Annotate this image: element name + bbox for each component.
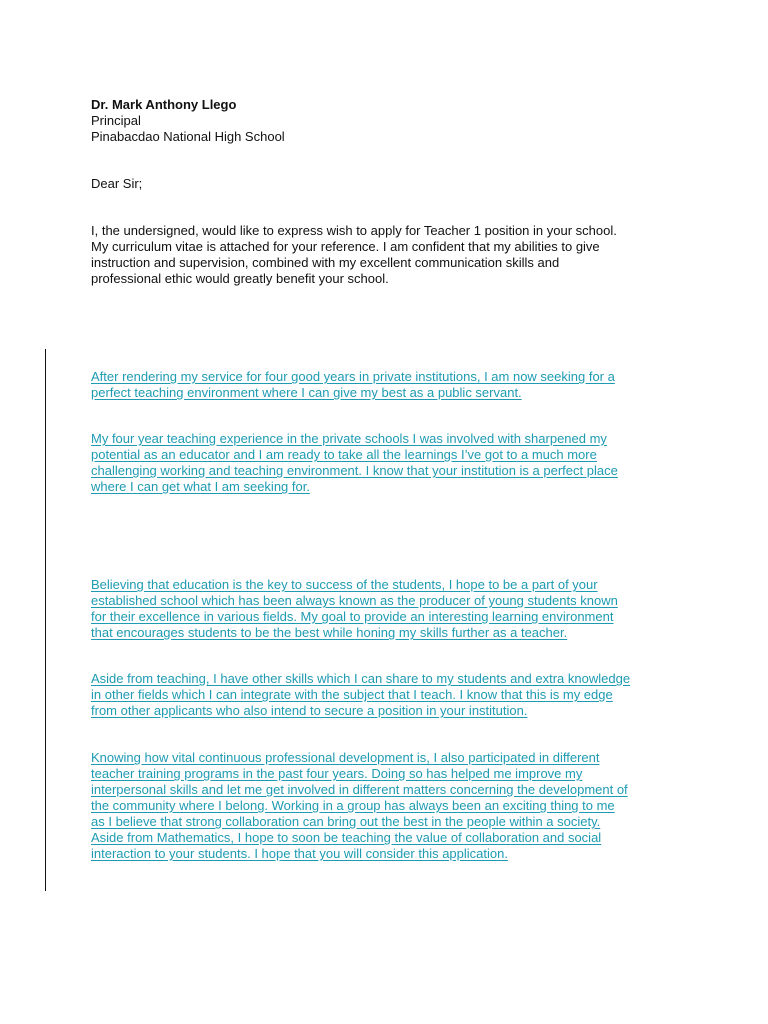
paragraph-line: interpersonal skills and let me get involved in different matters concerning the development of (91, 782, 628, 797)
paragraph-line: as I believe that strong collaboration can bring out the best in the people within a society. (91, 814, 601, 829)
body-paragraph-1 (91, 369, 691, 401)
body-paragraph-2 (91, 431, 691, 495)
paragraph-line: Believing that education is the key to success of the students, I hope to be a part of your (91, 577, 598, 592)
change-bar (45, 349, 46, 891)
recipient-title: Principal (91, 113, 141, 128)
recipient-school: Pinabacdao National High School (91, 129, 285, 144)
intro-line: instruction and supervision, combined with my excellent communication skills and (91, 255, 560, 270)
paragraph-line: established school which has been always known as the producer of young students known (91, 593, 618, 608)
recipient-name: Dr. Mark Anthony Llego (91, 97, 237, 112)
paragraph-line: My four year teaching experience in the private schools I was involved with sharpened my (91, 431, 607, 446)
paragraph-line: that encourages students to be the best while honing my skills further as a teacher. (91, 625, 568, 640)
paragraph-line: perfect teaching environment where I can give my best as a public servant. (91, 385, 522, 400)
paragraph-line: for their excellence in various fields. My goal to provide an interesting learning environment (91, 609, 614, 624)
paragraph-line: potential as an educator and I am ready to take all the learnings I’ve got to a much more (91, 447, 597, 462)
paragraph-line: the community where I belong. Working in a group has always been an exciting thing to me (91, 798, 615, 813)
salutation-text: Dear Sir; (91, 176, 143, 191)
paragraph-line: interaction to your students. I hope that you will consider this application. (91, 846, 508, 861)
intro-line: I, the undersigned, would like to express wish to apply for Teacher 1 position in your school. (91, 223, 617, 238)
paragraph-line: Aside from teaching, I have other skills which I can share to my students and extra knowledge (91, 671, 631, 686)
paragraph-line: Knowing how vital continuous professional development is, I also participated in different (91, 750, 600, 765)
intro-line: My curriculum vitae is attached for your reference. I am confident that my abilities to give (91, 239, 600, 254)
intro-line: professional ethic would greatly benefit your school. (91, 271, 389, 286)
paragraph-line: teacher training programs in the past four years. Doing so has helped me improve my (91, 766, 583, 781)
intro-paragraph (91, 223, 691, 287)
body-paragraph-4 (91, 671, 691, 719)
body-paragraph-3 (91, 577, 691, 641)
salutation (91, 176, 691, 192)
paragraph-line: from other applicants who also intend to secure a position in your institution. (91, 703, 528, 718)
paragraph-line: Aside from Mathematics, I hope to soon be teaching the value of collaboration and social (91, 830, 602, 845)
recipient-address (91, 97, 691, 145)
paragraph-line: where I can get what I am seeking for. (91, 479, 310, 494)
paragraph-line: challenging working and teaching environment. I know that your institution is a perfect place (91, 463, 618, 478)
paragraph-line: in other fields which I can integrate with the subject that I teach. I know that this is my edge (91, 687, 613, 702)
body-paragraph-5 (91, 750, 691, 862)
paragraph-line: After rendering my service for four good years in private institutions, I am now seeking for a (91, 369, 615, 384)
